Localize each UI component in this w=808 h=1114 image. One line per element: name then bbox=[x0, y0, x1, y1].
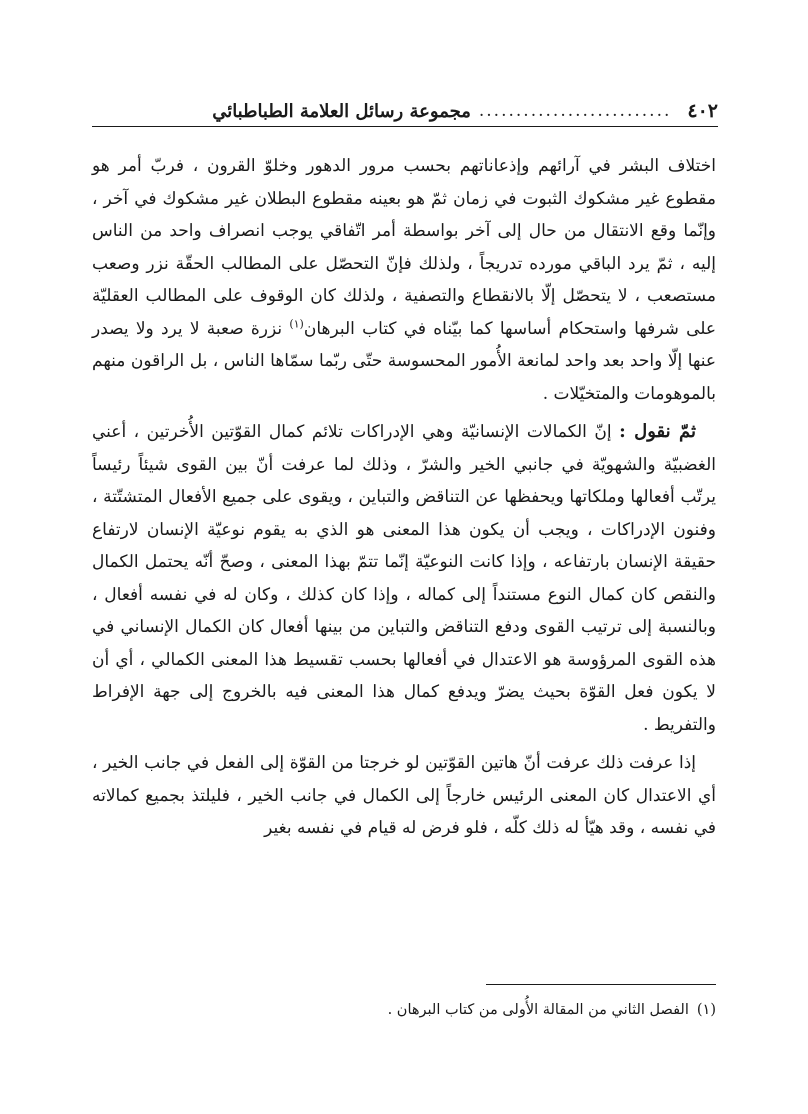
footnote-separator bbox=[486, 984, 716, 985]
body-text bbox=[92, 150, 716, 845]
paragraph-2 bbox=[92, 416, 716, 741]
footnote-mark: (١) bbox=[696, 1002, 716, 1018]
paragraph-1-text-b: نزرة صعبة لا يرد ولا يصدر عنها إلّا واحد بعد واحد لمانعة الأُمور المحسوسة حتّى ربّما سمّاها الناس ، بل الراقون منهم بالموهومات والمتخيّلات . bbox=[92, 318, 716, 404]
paragraph-3 bbox=[92, 747, 716, 845]
footnote-text: الفصل الثاني من المقالة الأُولى من كتاب البرهان . bbox=[387, 1002, 689, 1018]
paragraph-1-text-a: اختلاف البشر في آرائهم وإذعاناتهم بحسب مرور الدهور وخلوّ القرون ، فربّ أمر هو مقطوع غير مشكوك الثبوت في زمان ثمّ هو بعينه مقطوع البطلان غير مشكوك في آخر ، وإنّما وقع الانتقال من حال إلى آخر بواسطة أمر اتّفاقي يوجب انصراف واحد من الناس إليه ، ثمّ يرد الباقي مورده تدريجاً ، ولذلك فإنّ التحصّل على المطالب الحقّة نزر وصعب مستصعب ، لا يتحصّل إلّا بالانقطاع والتصفية ، ولذلك كان الوقوف على المطالب العقليّة على شرفها واستحكام أساسها كما بيّناه في كتاب البرهان bbox=[92, 156, 717, 339]
paragraph-2-lead: ثمّ نقول : bbox=[619, 421, 696, 442]
book-title: مجموعة رسائل العلامة الطباطبائي bbox=[212, 100, 471, 122]
footnote bbox=[92, 998, 716, 1022]
page-number: ٤٠٢ bbox=[687, 100, 718, 122]
paragraph-2-text: إنّ الكمالات الإنسانيّة وهي الإدراكات تلائم كمال القوّتين الأُخرتين ، أعني الغضبيّة والشهويّة في جانبي الخير والشرّ ، وذلك لما عرفت أنّ بين القوى شيئاً رئيساً يرتّب أفعالها وملكاتها ويحفظها عن التناقض والتباين ، ويقوى على جميع الأفعال المتشتّتة ، وفنون الإدراكات ، ويجب أن يكون هذا المعنى هو الذي به يقوم نوعيّة الإنسان لارتفاع حقيقة الإنسان بارتفاعه ، وإذا كانت النوعيّة إنّما تتمّ بهذا المعنى ، وصحّ أنّه يحتمل الكمال والنقص كان كمال النوع مستنداً إلى كماله ، وإذا كان كذلك ، وكان له في نفسه أفعال ، وبالنسبة إلى ترتيب القوى ودفع التناقض والتباين من بينها أفعال كان الكمال الإنساني في هذه القوى المرؤوسة هو الاعتدال في أفعالها بحسب تقسيط هذا المعنى الكمالي ، أي أن لا يكون فعل القوّة بحيث يضرّ ويدفع كمال هذا المعنى فيه بالخروج إلى جهة الإفراط والتفريط . bbox=[92, 422, 716, 735]
footnote-reference[interactable]: (١) bbox=[289, 316, 304, 330]
paragraph-1 bbox=[92, 150, 716, 410]
paragraph-3-text: إذا عرفت ذلك عرفت أنّ هاتين القوّتين لو خرجتا من القوّة إلى الفعل في جانب الخير ، أي الاعتدال كان المعنى الرئيس خارجاً إلى الكمال في جانب الخير ، فليلتذ بجميع كمالاته في نفسه ، وقد هيّأ له ذلك كلّه ، فلو فرض له قيام في نفسه بغير bbox=[92, 753, 716, 838]
header-leader-dots: .......................... bbox=[478, 101, 672, 121]
running-header bbox=[92, 96, 718, 127]
